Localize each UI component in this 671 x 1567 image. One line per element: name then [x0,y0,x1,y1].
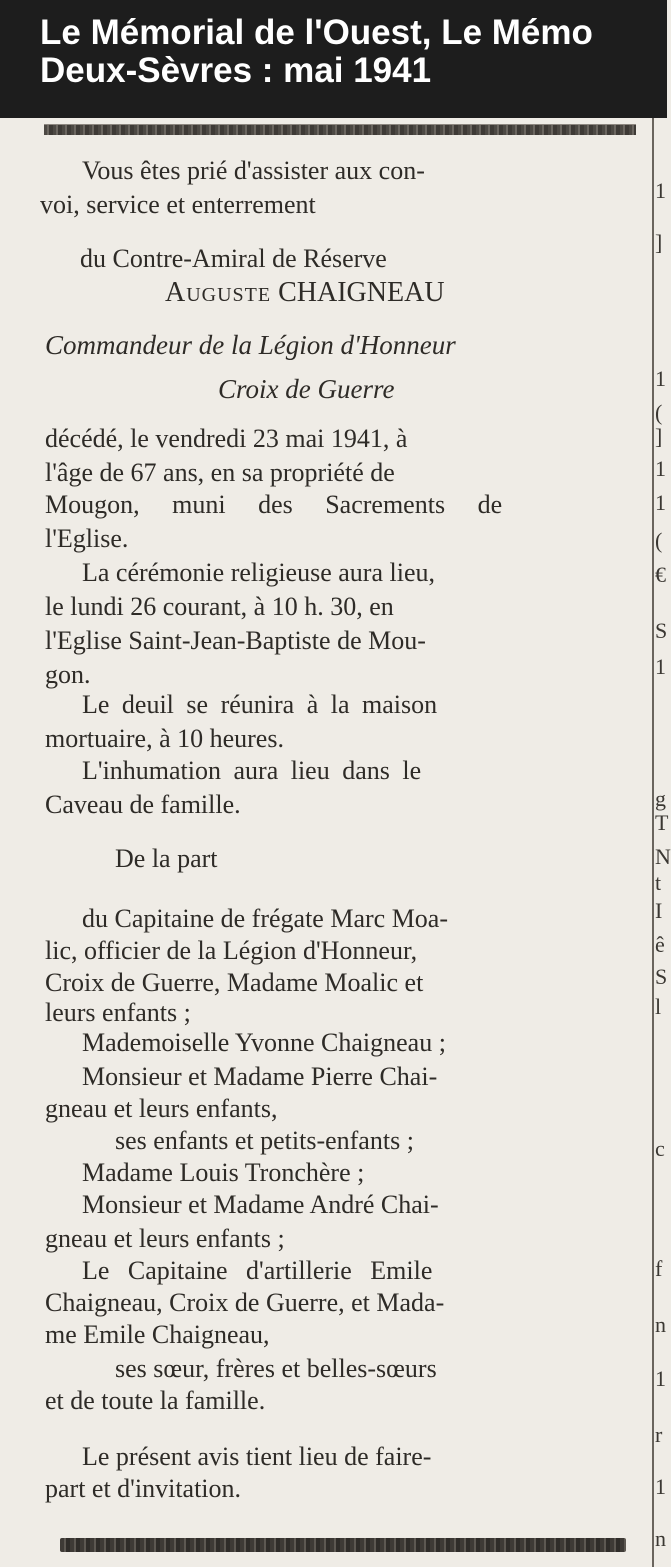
margin-char: ] [655,230,663,255]
deceased-first-name: Auguste [165,277,272,308]
ceremony-line-2: le lundi 26 courant, à 10 h. 30, en [45,592,394,621]
newspaper-scan [0,118,671,1567]
margin-char: l [655,994,662,1019]
margin-char: 1 [655,490,666,515]
family-line-2: lic, officier de la Légion d'Honneur, [45,936,418,965]
deceased-rank: du Contre-Amiral de Réserve [80,244,387,273]
margin-char: 1 [655,456,666,481]
margin-char: ê [655,932,665,957]
bottom-ornamental-rule [60,1538,626,1552]
honor-croix: Croix de Guerre [218,374,395,404]
family-line-11: gneau et leurs enfants ; [45,1224,285,1253]
family-line-6: Monsieur et Madame Pierre Chai- [82,1062,438,1091]
margin-char: r [655,1422,663,1447]
margin-char: S [655,964,668,989]
family-line-4: leurs enfants ; [45,998,191,1027]
ceremony-line-3: l'Eglise Saint-Jean-Baptiste de Mou- [45,626,426,655]
margin-char: f [655,1256,663,1281]
closing-line-1: Le présent avis tient lieu de faire- [82,1442,432,1471]
burial-line-1: L'inhumation aura lieu dans le [82,756,422,785]
family-line-3: Croix de Guerre, Madame Moalic et [45,968,424,997]
margin-char: g [655,786,666,811]
intro-line-2: voi, service et enterrement [40,190,316,219]
margin-char: ( [655,528,663,553]
family-line-1: du Capitaine de frégate Marc Moa- [82,904,449,933]
family-line-15: ses sœur, frères et belles-sœurs [115,1354,437,1383]
family-line-16: et de toute la famille. [45,1386,266,1415]
window-title-line-2: Deux-Sèvres : mai 1941 [40,51,432,90]
margin-char: 1 [655,654,666,679]
ceremony-line-4: gon. [45,660,91,689]
family-line-14: me Emile Chaigneau, [45,1320,270,1349]
margin-char: 1 [655,1366,666,1391]
family-line-5: Mademoiselle Yvonne Chaigneau ; [82,1028,446,1057]
top-ornamental-rule [44,124,636,135]
ceremony-line-1: La cérémonie religieuse aura lieu, [82,558,435,587]
from-line: De la part [115,844,218,873]
column-separator [652,118,654,1567]
margin-char: c [655,1136,665,1161]
intro-line-1: Vous êtes prié d'assister aux con- [82,156,425,185]
window-title-line-1: Le Mémorial de l'Ouest, Le Mémo [40,13,593,52]
margin-char: 1 [655,178,666,203]
family-line-9: Madame Louis Tronchère ; [82,1158,365,1187]
family-line-10: Monsieur et Madame André Chai- [82,1190,439,1219]
margin-char: € [655,562,666,587]
margin-char: 1 [655,366,666,391]
margin-char: n [655,1526,666,1551]
closing-line-2: part et d'invitation. [45,1474,242,1503]
family-line-8: ses enfants et petits-enfants ; [115,1126,414,1155]
margin-char: T [655,810,669,835]
mourning-line-1: Le deuil se réunira à la maison [82,690,438,719]
honor-legion: Commandeur de la Légion d'Honneur [45,330,456,360]
death-line-1: décédé, le vendredi 23 mai 1941, à [45,424,408,453]
deceased-last-name: CHAIGNEAU [278,277,445,308]
mourning-line-2: mortuaire, à 10 heures. [45,724,284,753]
burial-line-2: Caveau de famille. [45,790,241,819]
margin-char: I [655,898,663,923]
deceased-name [165,278,445,308]
margin-char: N [655,844,671,869]
window-title-bar [0,0,667,118]
death-line-4: l'Eglise. [45,524,129,553]
margin-char: n [655,1312,666,1337]
margin-char: ] [655,424,663,449]
margin-char: S [655,618,668,643]
family-line-13: Chaigneau, Croix de Guerre, et Mada- [45,1288,445,1317]
family-line-7: gneau et leurs enfants, [45,1094,278,1123]
margin-char: t [655,870,662,895]
margin-char: 1 [655,1474,666,1499]
death-line-2: l'âge de 67 ans, en sa propriété de [45,458,395,487]
family-line-12: Le Capitaine d'artillerie Emile [82,1256,433,1285]
death-line-3: Mougon, muni des Sacrements de [45,490,503,519]
margin-char: ( [655,400,663,425]
